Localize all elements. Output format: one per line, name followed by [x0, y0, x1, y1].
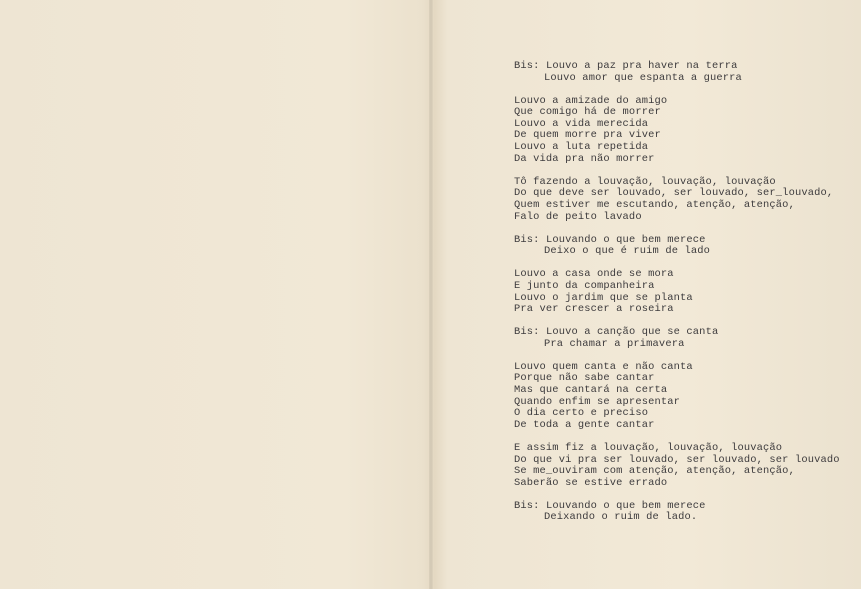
bis-label: Bis:: [514, 233, 540, 246]
refrain-stanza: [514, 235, 840, 258]
lyric-line: Louvo o jardim que se planta: [514, 291, 693, 304]
lyric-line: Mas que cantará na certa: [514, 384, 668, 397]
verse-stanza: [514, 362, 840, 432]
lyric-line: Quando enfim se apresentar: [514, 395, 681, 408]
lyric-text: Louvo a paz pra haver na terra: [545, 60, 738, 72]
bis-label: Bis:: [514, 60, 540, 72]
lyric-line: Louvo quem canta e não canta: [514, 360, 693, 373]
lyric-line: Louvo a amizade do amigo: [514, 94, 668, 107]
lyric-line: De quem morre pra viver: [514, 129, 661, 142]
song-lyrics: [514, 61, 840, 536]
lyric-line: Falo de peito lavado: [514, 210, 642, 223]
left-page-blank: [0, 0, 430, 589]
bis-label: Bis:: [514, 499, 540, 512]
refrain-stanza: [514, 61, 840, 84]
lyric-line: Tô fazendo a louvação, louvação, louvação: [514, 175, 776, 188]
lyric-line: Se me_ouviram com atenção, atenção, atenção,: [514, 465, 795, 478]
lyric-text: Louvo a canção que se canta: [545, 326, 719, 339]
refrain-stanza: [514, 327, 840, 350]
right-page: [432, 0, 861, 589]
bis-label: Bis:: [514, 326, 540, 339]
lyric-text: Louvando o que bem merece: [545, 499, 706, 512]
lyric-line: De toda a gente cantar: [514, 418, 655, 431]
lyric-line: Do que deve ser louvado, ser louvado, ser_louvado,: [514, 187, 834, 200]
lyric-line: Pra ver crescer a roseira: [514, 303, 674, 316]
lyric-line: E assim fiz a louvação, louvação, louvação: [514, 441, 783, 454]
lyric-line: Porque não sabe cantar: [514, 372, 655, 385]
lyric-line: Pra chamar a primavera: [544, 337, 685, 350]
verse-stanza: [514, 443, 840, 489]
lyric-line: Louvo amor que espanta a guerra: [544, 71, 742, 84]
lyric-line: Louvo a casa onde se mora: [514, 268, 674, 281]
lyric-line: Quem estiver me escutando, atenção, atenção,: [514, 198, 795, 211]
verse-stanza: [514, 177, 840, 223]
verse-stanza: [514, 269, 840, 315]
lyric-line: Deixando o ruim de lado.: [544, 511, 698, 524]
refrain-stanza: [514, 501, 840, 524]
lyric-line: Do que vi pra ser louvado, ser louvado, ser louvado: [514, 453, 840, 466]
lyric-text: Louvando o que bem merece: [545, 233, 706, 246]
lyric-line: Louvo a vida merecida: [514, 117, 649, 130]
refrain-first-line: [514, 61, 840, 73]
lyric-line: Que comigo há de morrer: [514, 106, 661, 119]
lyric-line: Saberão se estive errado: [514, 476, 668, 489]
lyric-line: E junto da companheira: [514, 279, 655, 292]
lyric-line: O dia certo e preciso: [514, 407, 649, 420]
verse-stanza: [514, 96, 840, 166]
lyric-line: Louvo a luta repetida: [514, 141, 649, 154]
lyric-line: Deixo o que é ruim de lado: [544, 245, 711, 258]
lyric-line: Da vida pra não morrer: [514, 152, 655, 165]
